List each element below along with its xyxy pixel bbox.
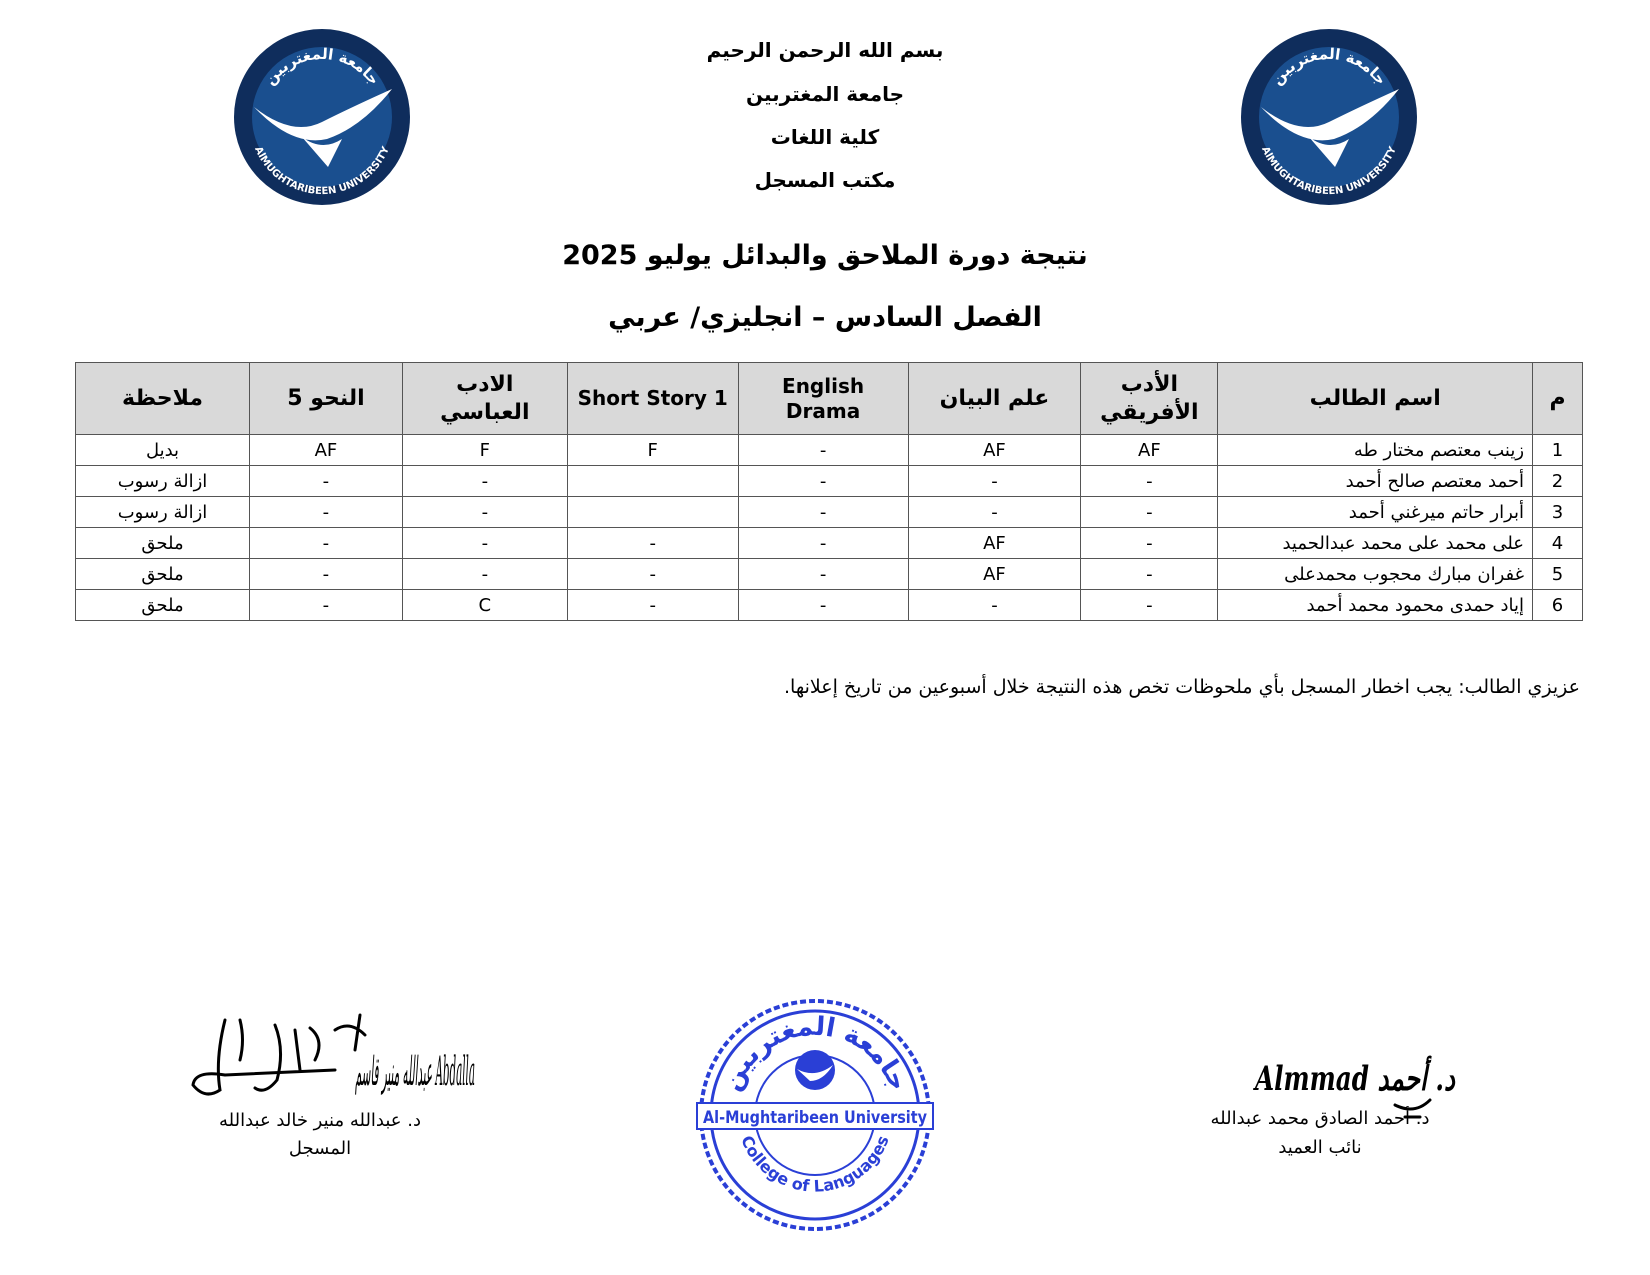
cell-bayan: - — [908, 590, 1081, 621]
cell-abbasi: C — [402, 590, 567, 621]
cell-short-story: F — [567, 435, 738, 466]
signature-left-handwriting: عبدالله منير قاسم Abdalla — [355, 1049, 655, 1095]
signatory-left-name: د. عبدالله منير خالد عبدالله — [218, 1110, 422, 1131]
signature-left — [185, 1000, 655, 1110]
cell-num: 2 — [1533, 466, 1583, 497]
cell-name: على محمد على محمد عبدالحميد — [1218, 528, 1533, 559]
cell-short-story: - — [567, 559, 738, 590]
cell-short-story: - — [567, 590, 738, 621]
svg-text:جامعة المغتربين: جامعة المغتربين — [716, 1011, 914, 1096]
cell-note: بديل — [76, 435, 250, 466]
table-row — [76, 590, 1583, 621]
header-office: مكتب المسجل — [754, 168, 896, 192]
cell-drama: - — [738, 435, 908, 466]
document-subtitle: الفصل السادس – انجليزي/ عربي — [608, 302, 1042, 333]
signatory-left-role: المسجل — [288, 1138, 352, 1159]
table-row — [76, 435, 1583, 466]
table-row — [76, 466, 1583, 497]
cell-drama: - — [738, 497, 908, 528]
col-header-english-drama: English Drama — [738, 363, 908, 435]
col-header-bayan: علم البيان — [908, 363, 1081, 435]
document-title: نتيجة دورة الملاحق والبدائل يوليو 2025 — [562, 240, 1088, 271]
svg-text:AlMUGHTARIBEEN UNIVERSITY: AlMUGHTARIBEEN UNIVERSITY — [1259, 145, 1399, 198]
cell-note: ملحق — [76, 590, 250, 621]
svg-text:جامعة المغتربين: جامعة المغتربين — [260, 44, 384, 89]
cell-nahw: AF — [249, 435, 402, 466]
table-row — [76, 497, 1583, 528]
cell-num: 5 — [1533, 559, 1583, 590]
cell-bayan: AF — [908, 559, 1081, 590]
cell-nahw: - — [249, 497, 402, 528]
cell-num: 6 — [1533, 590, 1583, 621]
cell-abbasi: - — [402, 559, 567, 590]
header-college: كلية اللغات — [770, 125, 880, 149]
cell-num: 4 — [1533, 528, 1583, 559]
cell-abbasi: - — [402, 497, 567, 528]
col-header-african-literature: الأدب الأفريقي — [1081, 363, 1218, 435]
cell-african: - — [1081, 466, 1218, 497]
results-table — [75, 362, 1583, 621]
cell-name: غفران مبارك محجوب محمدعلى — [1218, 559, 1533, 590]
cell-note: ازالة رسوب — [76, 497, 250, 528]
cell-abbasi: F — [402, 435, 567, 466]
cell-african: AF — [1081, 435, 1218, 466]
cell-note: ملحق — [76, 559, 250, 590]
cell-african: - — [1081, 497, 1218, 528]
cell-name: أحمد معتصم صالح أحمد — [1218, 466, 1533, 497]
table-row — [76, 559, 1583, 590]
cell-short-story — [567, 466, 738, 497]
cell-abbasi: - — [402, 466, 567, 497]
student-notice: عزيزي الطالب: يجب اخطار المسجل بأي ملحوظات تخص هذه النتيجة خلال أسبوعين من تاريخ إعلانها. — [784, 676, 1580, 698]
cell-note: ازالة رسوب — [76, 466, 250, 497]
signatory-right-role: نائب العميد — [1278, 1137, 1362, 1158]
signature-right-handwriting: Almmad د. أحمد — [1255, 1059, 1485, 1099]
svg-text:AlMUGHTARIBEEN UNIVERSITY: AlMUGHTARIBEEN UNIVERSITY — [252, 145, 392, 198]
cell-african: - — [1081, 559, 1218, 590]
cell-nahw: - — [249, 466, 402, 497]
cell-bayan: AF — [908, 528, 1081, 559]
col-header-num: م — [1533, 363, 1583, 435]
cell-num: 1 — [1533, 435, 1583, 466]
table-row — [76, 528, 1583, 559]
cell-african: - — [1081, 590, 1218, 621]
col-header-nahw: النحو 5 — [249, 363, 402, 435]
cell-short-story — [567, 497, 738, 528]
cell-nahw: - — [249, 590, 402, 621]
cell-name: إياد حمدى محمود محمد أحمد — [1218, 590, 1533, 621]
cell-short-story: - — [567, 528, 738, 559]
svg-text:College of Languages: College of Languages — [737, 1132, 893, 1196]
cell-african: - — [1081, 528, 1218, 559]
cell-bayan: - — [908, 466, 1081, 497]
svg-text:جامعة المغتربين: جامعة المغتربين — [1267, 44, 1391, 89]
university-logo-left — [232, 27, 412, 207]
header-university: جامعة المغتربين — [745, 82, 905, 106]
cell-nahw: - — [249, 528, 402, 559]
cell-nahw: - — [249, 559, 402, 590]
col-header-name: اسم الطالب — [1218, 363, 1533, 435]
cell-name: أبرار حاتم ميرغني أحمد — [1218, 497, 1533, 528]
col-header-note: ملاحظة — [76, 363, 250, 435]
col-header-short-story: Short Story 1 — [567, 363, 738, 435]
cell-drama: - — [738, 590, 908, 621]
cell-drama: - — [738, 466, 908, 497]
cell-bayan: AF — [908, 435, 1081, 466]
cell-bayan: - — [908, 497, 1081, 528]
college-stamp — [695, 995, 935, 1235]
svg-text:Al-Mughtaribeen University: Al-Mughtaribeen University — [703, 1108, 927, 1128]
cell-name: زينب معتصم مختار طه — [1218, 435, 1533, 466]
header-basmala: بسم الله الرحمن الرحيم — [706, 38, 944, 62]
cell-drama: - — [738, 528, 908, 559]
university-logo-right — [1239, 27, 1419, 207]
col-header-abbasi-literature: الادب العباسي — [402, 363, 567, 435]
table-header-row — [76, 363, 1583, 435]
signatory-right-name: د. أحمد الصادق محمد عبدالله — [1210, 1108, 1430, 1129]
cell-note: ملحق — [76, 528, 250, 559]
cell-abbasi: - — [402, 528, 567, 559]
cell-num: 3 — [1533, 497, 1583, 528]
cell-drama: - — [738, 559, 908, 590]
